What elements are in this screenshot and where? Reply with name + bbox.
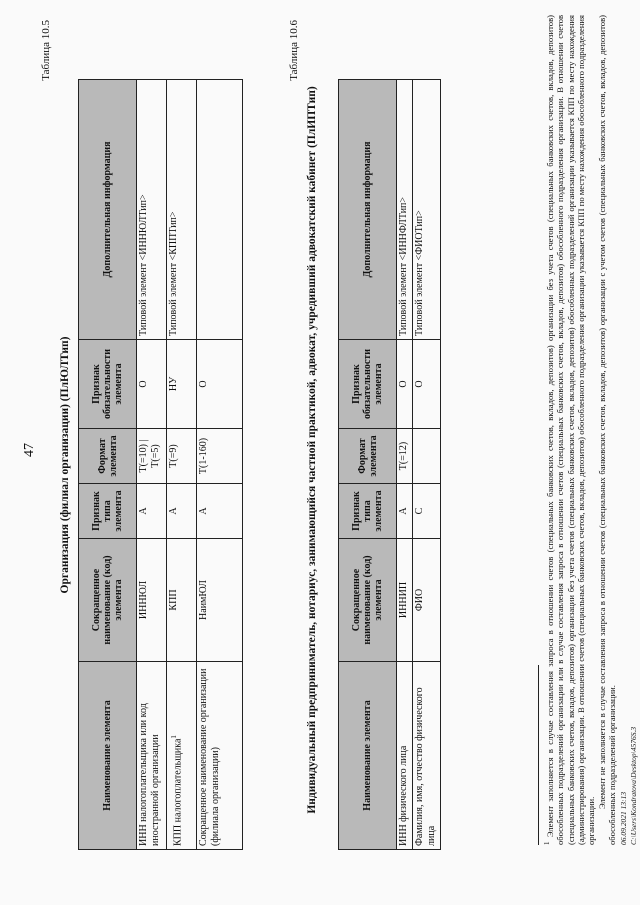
element-name bbox=[167, 662, 197, 850]
header-cell: Формат элемента bbox=[339, 429, 397, 484]
element-format: T(=12) bbox=[397, 429, 413, 484]
table-row bbox=[167, 80, 197, 850]
footnote-marker: 1 bbox=[543, 841, 551, 845]
table-row bbox=[397, 80, 413, 850]
header-cell: Дополнительная информация bbox=[79, 80, 137, 340]
table-row bbox=[413, 80, 441, 850]
header-cell: Сокращенное наименование (код) элемента bbox=[79, 539, 137, 662]
table-10-6-caption: Индивидуальный предприниматель, нотариус, занимающийся частной практикой, адвокат, учредивший адвокатский кабинет (ПлИПТип) bbox=[306, 86, 318, 814]
table-10-6 bbox=[338, 79, 441, 850]
element-code: ФИО bbox=[413, 539, 441, 662]
element-format bbox=[413, 429, 441, 484]
element-required: О bbox=[413, 340, 441, 429]
header-cell: Признак обязательности элемента bbox=[79, 340, 137, 429]
element-type: А bbox=[167, 484, 197, 539]
page-number: 47 bbox=[22, 443, 37, 457]
tech-line-date: 06.09.2021 13:13 bbox=[618, 791, 628, 845]
header-cell: Наименование элемента bbox=[79, 662, 137, 850]
element-info: Типовой элемент <ИННФЛТип> bbox=[397, 80, 413, 340]
tech-line-path: С:\Users\Kondratova\Desktop\4576S.3 bbox=[628, 726, 638, 845]
element-name: Фамилия, имя, отчество физического лица bbox=[413, 662, 441, 850]
footnote-separator bbox=[538, 665, 539, 845]
header-cell: Дополнительная информация bbox=[339, 80, 397, 340]
element-required: О bbox=[397, 340, 413, 429]
footnote-2: Элемент не заполняется в случае составления запроса в отношении счетов (специальных банковских счетов, вкладов, депозитов) организации с учетом счетов (специальных банковских счетов, вкладов, депозитов) обособленных подразделений организации. bbox=[596, 15, 618, 845]
element-info: Типовой элемент <ИННЮЛТип> bbox=[137, 80, 167, 340]
table-10-5-caption: Организация (филиал организации) (ПлЮЛТип) bbox=[59, 336, 71, 594]
table-row bbox=[137, 80, 167, 850]
header-cell: Признак обязательности элемента bbox=[339, 340, 397, 429]
element-format: T(=10) | T(=5) bbox=[137, 429, 167, 484]
header-cell: Признак типа элемента bbox=[339, 484, 397, 539]
element-code: КПП bbox=[167, 539, 197, 662]
header-cell: Признак типа элемента bbox=[79, 484, 137, 539]
header-cell: Формат элемента bbox=[79, 429, 137, 484]
element-name-text: КПП налогоплательщика bbox=[172, 738, 184, 846]
footnote-1 bbox=[542, 15, 597, 845]
element-required: НУ bbox=[167, 340, 197, 429]
table-10-5 bbox=[78, 79, 243, 850]
element-code: ИННЮЛ bbox=[137, 539, 167, 662]
element-format: T(=9) bbox=[167, 429, 197, 484]
element-type: А bbox=[397, 484, 413, 539]
element-required: О bbox=[137, 340, 167, 429]
element-info bbox=[197, 80, 243, 340]
footnotes bbox=[542, 15, 638, 845]
element-name: ИНН налогоплательщика или код иностранной организации bbox=[137, 662, 167, 850]
element-type: А bbox=[137, 484, 167, 539]
element-info: Типовой элемент <ФИОТип> bbox=[413, 80, 441, 340]
element-format: T(1-160) bbox=[197, 429, 243, 484]
header-cell: Сокращенное наименование (код) элемента bbox=[339, 539, 397, 662]
element-info: Типовой элемент <КППТип> bbox=[167, 80, 197, 340]
footnote-1-text: Элемент заполняется в случае составления запроса в отношении счетов (специальных банковских счетов, вкладов, депозитов) организации без учета счетов (специальных банковских счетов, вкладов, депозитов) обособленных подразделений организации или в случае составления запроса в отношении счетов (специальных банковских счетов, вкладов, депозитов) обособленного подразделения организации. В отношении счетов (специальных банковских счетов, вкладов, депозитов) организации без учета счетов (специальных банковских счетов, вкладов, депозитов) обособленных подразделений организации указывается КПП по месту нахождения (администрирования) организации. В отношении счетов (специальных банковских счетов, вкладов, депозитов) обособленного подразделения организации указывается КПП по месту нахождения обособленного подразделения организации. bbox=[544, 15, 597, 845]
header-cell: Наименование элемента bbox=[339, 662, 397, 850]
table-10-6-label: Таблица 10.6 bbox=[288, 20, 300, 81]
element-required: О bbox=[197, 340, 243, 429]
footnote-ref: 1 bbox=[170, 735, 178, 739]
element-code: ИННИП bbox=[397, 539, 413, 662]
element-name: ИНН физического лица bbox=[397, 662, 413, 850]
element-name: Сокращенное наименование организации (филиала организации) bbox=[197, 662, 243, 850]
element-type: А bbox=[197, 484, 243, 539]
table-10-5-label: Таблица 10.5 bbox=[40, 20, 52, 81]
element-code: НаимЮЛ bbox=[197, 539, 243, 662]
element-type: С bbox=[413, 484, 441, 539]
table-row bbox=[197, 80, 243, 850]
